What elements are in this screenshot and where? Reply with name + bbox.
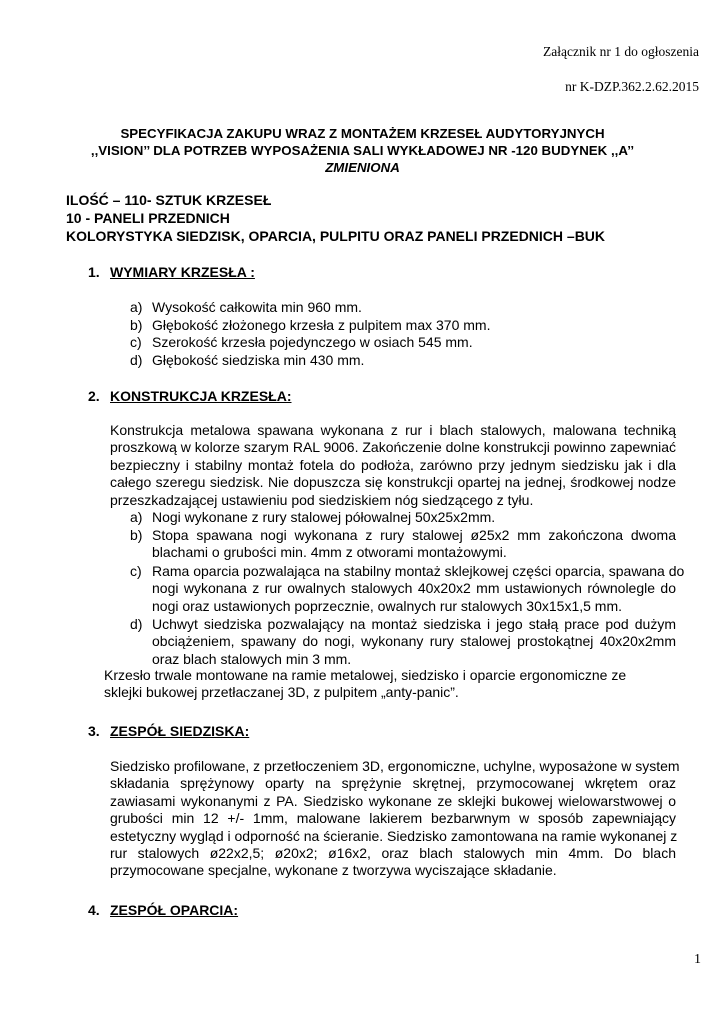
- paragraph-line: sklejki bukowej przetłaczanej 3D, z pulpitem „anty-panic”.: [104, 684, 459, 701]
- section-1-heading: [88, 264, 255, 280]
- section-number: 2.: [88, 388, 100, 404]
- list-text: Nogi wykonane z rury stalowej półowalnej 50x25x2mm.: [152, 509, 496, 525]
- list-marker: d): [130, 352, 143, 368]
- section-number: 1.: [88, 264, 100, 280]
- list-text: nogi wykonana z rur owalnych stalowych 40x20x2 mm ustawionych równolegle do: [152, 580, 676, 597]
- list-item: [130, 352, 690, 370]
- construction-paragraph: [110, 422, 676, 509]
- list-text: blachami o grubości min. 4mm z otworami montażowymi.: [152, 544, 507, 561]
- section-number: 3.: [88, 723, 100, 739]
- seat-paragraph: [110, 758, 680, 880]
- list-item: [130, 334, 690, 352]
- list-item: [130, 317, 690, 335]
- paragraph-line: bezpieczny i stabilny montaż fotela do podłoża, zarówno przy jednym siedzisku jak i dla: [110, 456, 676, 473]
- paragraph-line: proszkową w kolorze szarym RAL 9006. Zakończenie dolne konstrukcji powinno zapewniać: [110, 439, 676, 456]
- paragraph-line: składania sprężynowy oparty na sprężynie skrętnej, przymocowanej wkrętem oraz: [110, 775, 676, 792]
- dimensions-list: [130, 299, 690, 379]
- section-3-heading: [88, 723, 249, 739]
- list-text: Stopa spawana nogi wykonana z rury stalowej ø25x2 mm zakończona dwoma: [152, 527, 676, 543]
- paragraph-line: grubości min 12 +/- 1mm, malowane lakierem bezbarwnym w sposób zapewniający: [110, 810, 676, 827]
- color-line: KOLORYSTYKA SIEDZISK, OPARCIA, PULPITU ORAZ PANELI PRZEDNICH –BUK: [66, 228, 606, 244]
- section-2-heading: [88, 388, 291, 404]
- title-line-1: SPECYFIKACJA ZAKUPU WRAZ Z MONTAŻEM KRZESEŁ AUDYTORYJNYCH: [120, 126, 605, 141]
- section-title: ZESPÓŁ OPARCIA:: [110, 902, 239, 918]
- page-number: 1: [694, 952, 701, 967]
- list-marker: b): [130, 317, 143, 333]
- reference-number: nr K-DZP.362.2.62.2015: [565, 79, 699, 94]
- list-text: Głębokość siedziska min 430 mm.: [152, 352, 365, 368]
- paragraph-line: przymocowane specjalne, wykonane z tworzywa wyciszające składanie.: [110, 862, 557, 879]
- list-marker: c): [130, 563, 142, 579]
- list-marker: d): [130, 616, 143, 632]
- paragraph-line: Siedzisko profilowane, z przetłoczeniem 3D, ergonomiczne, uchylne, wyposażone w system: [110, 758, 680, 774]
- list-text: obciążeniem, spawany do nogi, wykonany rury stalowej prostokątnej 40x20x2mm: [152, 633, 676, 650]
- panels-line: 10 - PANELI PRZEDNICH: [66, 210, 230, 226]
- paragraph-line: estetyczny wygląd i odporność na ścieranie. Siedzisko zamontowana na ramie wykonanej z: [110, 827, 678, 844]
- title-amended-label: ZMIENIONA: [325, 160, 400, 175]
- construction-closing: [104, 667, 664, 702]
- section-number: 4.: [88, 902, 100, 918]
- list-text: Wysokość całkowita min 960 mm.: [152, 299, 362, 315]
- construction-list: [130, 509, 685, 669]
- list-marker: b): [130, 527, 143, 543]
- paragraph-line: Krzesło trwale montowane na ramie metalowej, siedzisko i oparcie ergonomiczne ze: [104, 667, 627, 683]
- quantity-line: ILOŚĆ – 110- SZTUK KRZESEŁ: [66, 192, 272, 208]
- title-line-2: ,,VISION’’ DLA POTRZEB WYPOSAŻENIA SALI WYKŁADOWEJ NR -120 BUDYNEK ,,A’’: [90, 143, 635, 158]
- list-marker: a): [130, 509, 143, 525]
- paragraph-line: rur stalowych ø22x2,5; ø20x2; ø16x2, oraz blach stalowych min 4mm. Do blach: [110, 845, 676, 862]
- document-title: [40, 125, 685, 176]
- attachment-label: Załącznik nr 1 do ogłoszenia: [543, 44, 699, 59]
- list-text: nogi oraz ustawionych poprzecznie, owalnych rur stalowych 30x15x1,5 mm.: [152, 597, 623, 614]
- list-text: Szerokość krzesła pojedynczego w osiach 545 mm.: [152, 334, 473, 350]
- list-marker: a): [130, 299, 143, 315]
- paragraph-line: całego szeregu siedzisk. Nie dopuszcza się konstrukcji opartej na jednej, środkowej nodze: [110, 474, 676, 491]
- section-title: WYMIARY KRZESŁA :: [110, 264, 255, 280]
- list-item: [130, 299, 690, 317]
- section-title: ZESPÓŁ SIEDZISKA:: [110, 723, 250, 739]
- paragraph-line: zawiasami wykonanymi z PA. Siedzisko wykonane ze sklejki bukowej wielowarstwowej o: [110, 792, 676, 809]
- list-text: Uchwyt siedziska pozwalający na montaż siedziska i jego stałą prace pod dużym: [152, 616, 676, 632]
- paragraph-line: Konstrukcja metalowa spawana wykonana z rur i blach stalowych, malowana techniką: [110, 422, 676, 438]
- list-text: Głębokość złożonego krzesła z pulpitem max 370 mm.: [152, 317, 491, 333]
- list-text: oraz blach stalowych min 3 mm.: [152, 650, 352, 667]
- list-marker: c): [130, 334, 142, 350]
- paragraph-line: przeszkadzającej ustawieniu pod siedziskiem nóg siedzącego z tyłu.: [110, 491, 534, 508]
- section-4-heading: [88, 902, 238, 918]
- section-title: KONSTRUKCJA KRZESŁA:: [110, 388, 292, 404]
- list-text: Rama oparcia pozwalająca na stabilny montaż sklejkowej części oparcia, spawana do: [152, 563, 685, 579]
